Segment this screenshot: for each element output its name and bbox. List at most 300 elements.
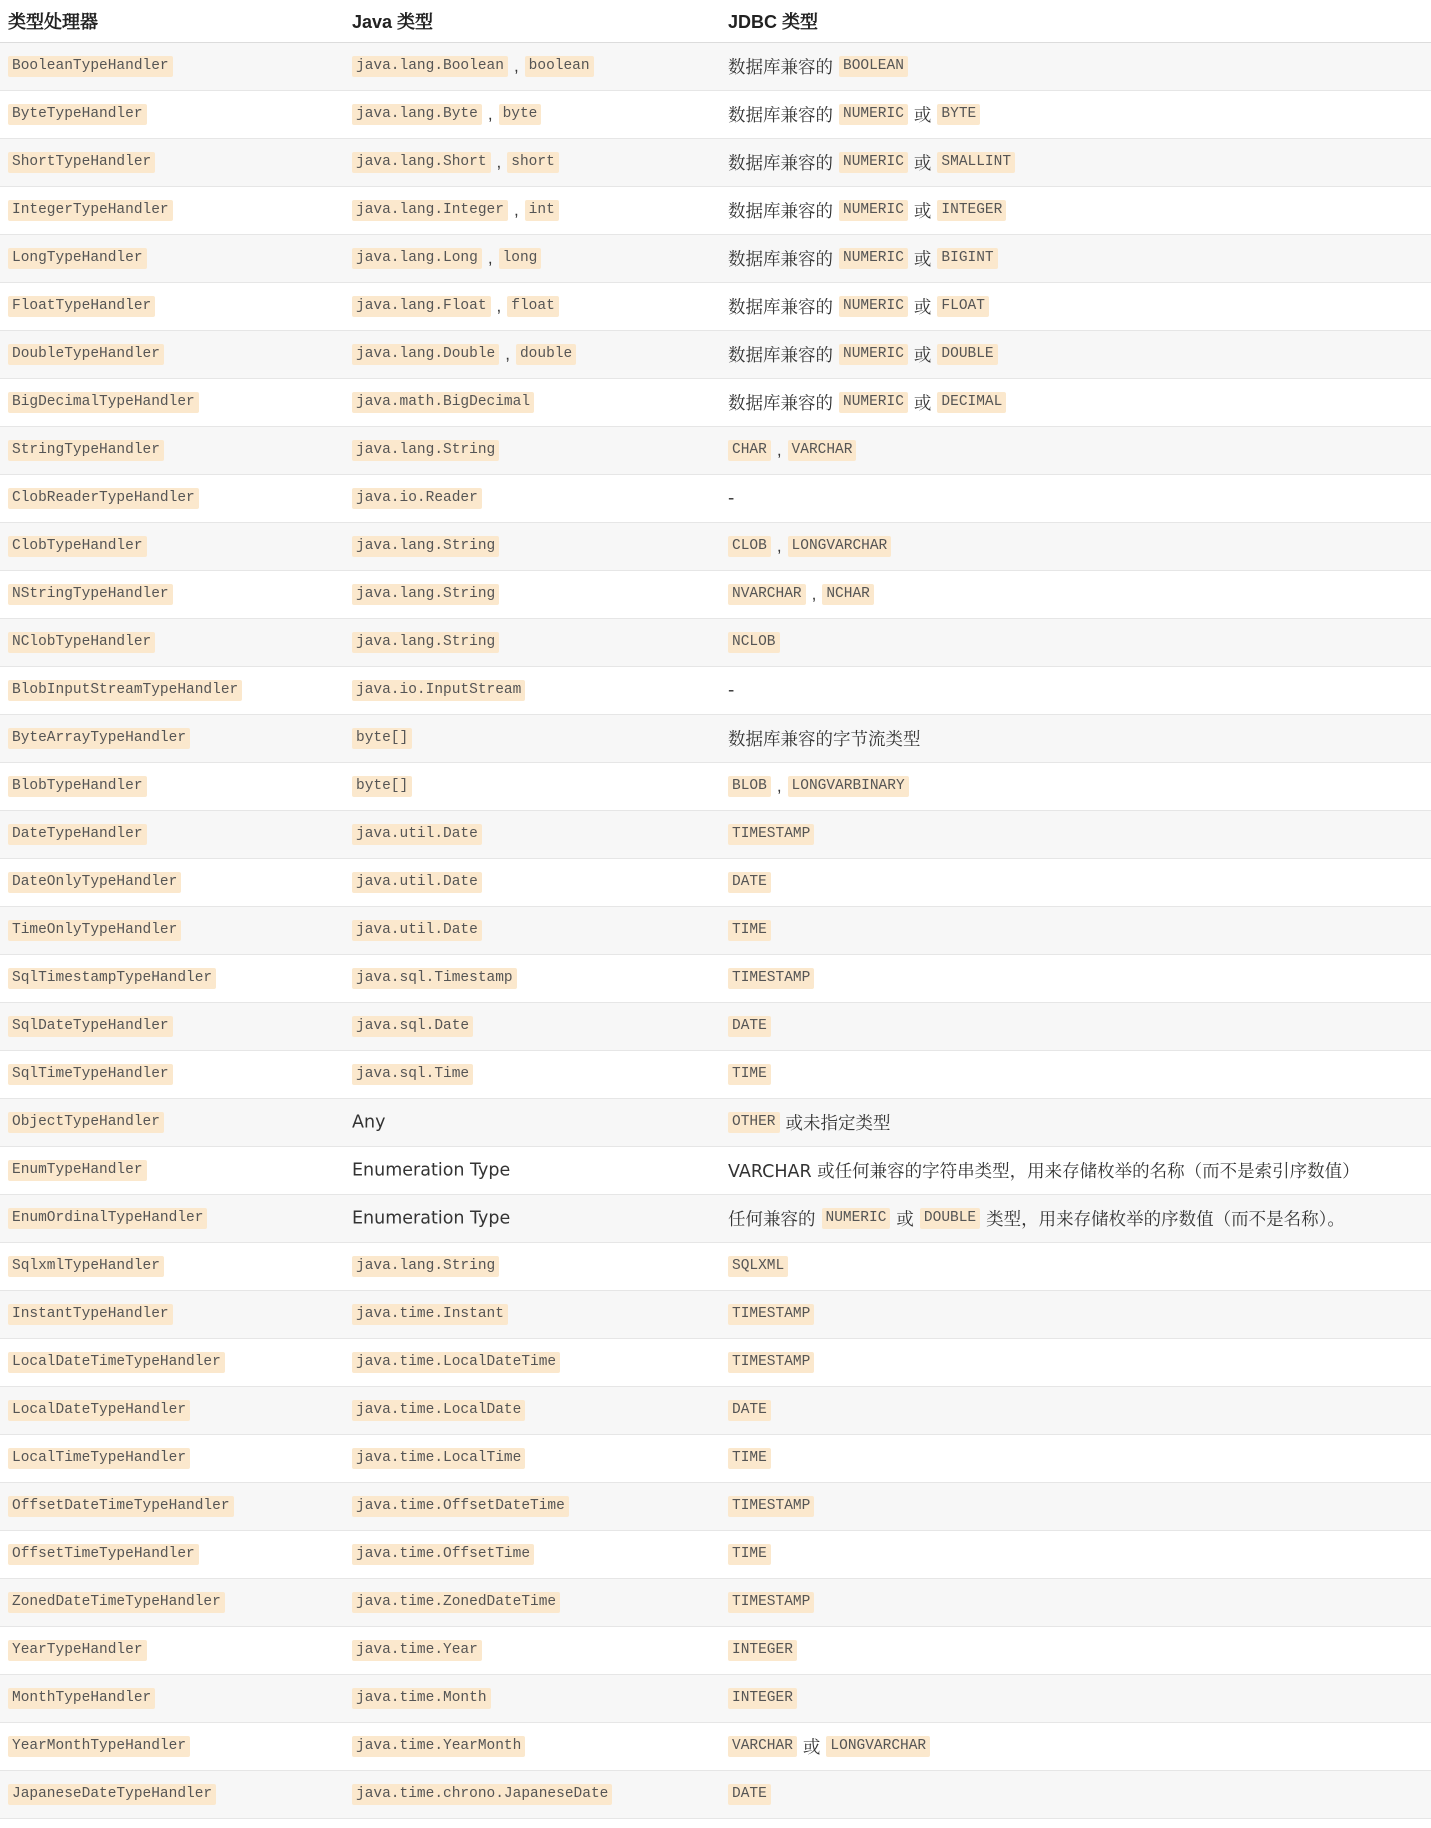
jdbc-type-cell [720,1050,1431,1098]
handler-name-code: OffsetDateTimeTypeHandler [8,1496,234,1517]
jdbc-type-cell [720,1722,1431,1770]
handler-name-code: YearTypeHandler [8,1640,147,1661]
table-row [0,1770,1431,1818]
separator-comma: , [776,536,782,556]
table-row [0,90,1431,138]
handler-cell [0,906,344,954]
table-row [0,954,1431,1002]
handler-name-code: BlobTypeHandler [8,776,147,797]
java-type-code: byte[] [352,776,412,797]
jdbc-type-cell [720,858,1431,906]
table-row [0,186,1431,234]
java-type-code: java.time.LocalTime [352,1448,525,1469]
java-type-cell [344,1290,720,1338]
jdbc-type-text: 或未指定类型 [785,1113,891,1134]
java-type-code: java.math.BigDecimal [352,392,534,413]
jdbc-type-code: VARCHAR [728,1736,797,1757]
handler-cell [0,1578,344,1626]
jdbc-type-code: TIMESTAMP [728,1592,814,1613]
java-type-code: byte [499,104,542,125]
jdbc-type-code: DOUBLE [920,1208,980,1229]
java-type-text: Any [352,1112,386,1133]
separator-comma: , [487,104,493,124]
handler-name-code: OffsetTimeTypeHandler [8,1544,199,1565]
handler-cell [0,234,344,282]
java-type-code: java.sql.Date [352,1016,473,1037]
jdbc-type-code: DECIMAL [937,392,1006,413]
table-row [0,138,1431,186]
jdbc-type-text: 类型，用来存储枚举的序数值（而不是名称）。 [986,1209,1345,1230]
jdbc-type-cell [720,762,1431,810]
table-header [0,0,1431,42]
handler-name-code: LocalDateTypeHandler [8,1400,190,1421]
jdbc-type-code: LONGVARCHAR [788,536,892,557]
jdbc-type-cell [720,1770,1431,1818]
handler-cell [0,1482,344,1530]
java-type-code: java.lang.String [352,440,499,461]
java-type-cell [344,1482,720,1530]
table-row [0,666,1431,714]
java-type-code: short [507,152,559,173]
jdbc-type-code: NUMERIC [822,1208,891,1229]
jdbc-type-cell [720,1194,1431,1242]
jdbc-type-code: TIMESTAMP [728,968,814,989]
table-row [0,522,1431,570]
jdbc-type-code: DATE [728,872,771,893]
table-row [0,42,1431,90]
java-type-code: int [525,200,559,221]
java-type-code: float [507,296,559,317]
handler-cell [0,42,344,90]
jdbc-type-text: - [728,680,735,701]
separator-comma: , [513,200,519,220]
separator-comma: , [776,776,782,796]
java-type-cell [344,1002,720,1050]
table-row [0,1386,1431,1434]
jdbc-type-code: LONGVARBINARY [788,776,909,797]
handler-cell [0,474,344,522]
table-row [0,1146,1431,1194]
handler-cell [0,1626,344,1674]
jdbc-type-cell [720,810,1431,858]
handler-cell [0,810,344,858]
java-type-code: java.lang.String [352,584,499,605]
handler-name-code: SqlTimeTypeHandler [8,1064,173,1085]
java-type-cell [344,1386,720,1434]
handler-name-code: ByteTypeHandler [8,104,147,125]
java-type-code: java.sql.Time [352,1064,473,1085]
jdbc-type-text: - [728,488,735,509]
java-type-code: boolean [525,56,594,77]
java-type-cell [344,1674,720,1722]
java-type-cell [344,234,720,282]
table-row [0,1242,1431,1290]
java-type-cell [344,522,720,570]
handler-name-code: TimeOnlyTypeHandler [8,920,181,941]
jdbc-type-cell [720,1290,1431,1338]
jdbc-type-code: BIGINT [937,248,997,269]
jdbc-type-text: VARCHAR 或任何兼容的字符串类型，用来存储枚举的名称（而不是索引序数值） [728,1161,1360,1182]
jdbc-type-text: 数据库兼容的 [728,297,833,318]
table-row [0,906,1431,954]
column-header-jdbc-type: JDBC 类型 [720,0,1431,42]
jdbc-type-code: TIMESTAMP [728,1496,814,1517]
java-type-cell [344,1434,720,1482]
java-type-code: java.time.OffsetTime [352,1544,534,1565]
table-header-row [0,0,1431,42]
jdbc-type-code: BOOLEAN [839,56,908,77]
jdbc-type-cell [720,1434,1431,1482]
java-type-text: Enumeration Type [352,1208,511,1229]
separator-comma: , [487,248,493,268]
handler-cell [0,522,344,570]
jdbc-type-text: 数据库兼容的字节流类型 [728,729,921,750]
column-header-handler: 类型处理器 [0,0,344,42]
jdbc-type-text: 或 [913,153,932,174]
handler-name-code: DateTypeHandler [8,824,147,845]
jdbc-type-code: SQLXML [728,1256,788,1277]
table-row [0,474,1431,522]
java-type-code: java.lang.Double [352,344,499,365]
jdbc-type-text: 数据库兼容的 [728,249,833,270]
jdbc-type-cell [720,426,1431,474]
java-type-cell [344,186,720,234]
java-type-code: java.lang.Short [352,152,491,173]
handler-cell [0,426,344,474]
jdbc-type-cell [720,42,1431,90]
jdbc-type-code: NUMERIC [839,152,908,173]
java-type-code: java.lang.String [352,536,499,557]
jdbc-type-code: NVARCHAR [728,584,806,605]
handler-cell [0,666,344,714]
java-type-code: java.time.YearMonth [352,1736,525,1757]
java-type-cell [344,570,720,618]
java-type-cell [344,1722,720,1770]
handler-cell [0,1674,344,1722]
jdbc-type-cell [720,906,1431,954]
jdbc-type-cell [720,90,1431,138]
jdbc-type-cell [720,378,1431,426]
java-type-cell [344,330,720,378]
java-type-code: java.lang.Long [352,248,482,269]
jdbc-type-cell [720,330,1431,378]
table-row [0,1482,1431,1530]
handler-cell [0,1050,344,1098]
jdbc-type-cell [720,1530,1431,1578]
table-row [0,234,1431,282]
handler-cell [0,1146,344,1194]
java-type-cell [344,1530,720,1578]
jdbc-type-cell [720,954,1431,1002]
handler-cell [0,858,344,906]
table-row [0,330,1431,378]
jdbc-type-text: 或 [802,1737,821,1758]
java-type-cell [344,810,720,858]
jdbc-type-code: INTEGER [728,1640,797,1661]
handler-name-code: ShortTypeHandler [8,152,155,173]
handler-name-code: BigDecimalTypeHandler [8,392,199,413]
java-type-cell [344,906,720,954]
table-row [0,1578,1431,1626]
handler-cell [0,1290,344,1338]
handler-cell [0,1722,344,1770]
jdbc-type-code: TIME [728,1544,771,1565]
jdbc-type-cell [720,714,1431,762]
java-type-cell [344,954,720,1002]
jdbc-type-code: BYTE [937,104,980,125]
jdbc-type-code: TIMESTAMP [728,1352,814,1373]
java-type-code: java.time.chrono.JapaneseDate [352,1784,612,1805]
table-row [0,1434,1431,1482]
jdbc-type-code: DATE [728,1016,771,1037]
java-type-cell [344,1146,720,1194]
jdbc-type-code: NUMERIC [839,248,908,269]
table-row [0,1098,1431,1146]
handler-cell [0,378,344,426]
jdbc-type-text: 数据库兼容的 [728,153,833,174]
jdbc-type-text: 或 [913,345,932,366]
handler-name-code: DoubleTypeHandler [8,344,164,365]
jdbc-type-cell [720,618,1431,666]
jdbc-type-text: 或 [913,105,932,126]
jdbc-type-code: SMALLINT [937,152,1015,173]
jdbc-type-cell [720,1626,1431,1674]
handler-name-code: ByteArrayTypeHandler [8,728,190,749]
jdbc-type-cell [720,1098,1431,1146]
jdbc-type-code: CHAR [728,440,771,461]
java-type-text: Enumeration Type [352,1160,511,1181]
handler-name-code: InstantTypeHandler [8,1304,173,1325]
java-type-code: java.time.ZonedDateTime [352,1592,560,1613]
java-type-code: java.util.Date [352,824,482,845]
jdbc-type-text: 或 [913,201,932,222]
separator-comma: , [505,344,510,364]
jdbc-type-code: NCLOB [728,632,780,653]
handler-cell [0,1098,344,1146]
jdbc-type-code: FLOAT [937,296,989,317]
jdbc-type-code: LONGVARCHAR [826,1736,930,1757]
handler-name-code: LongTypeHandler [8,248,147,269]
handler-cell [0,954,344,1002]
jdbc-type-code: DOUBLE [937,344,997,365]
table-row [0,570,1431,618]
handler-cell [0,138,344,186]
jdbc-type-cell [720,282,1431,330]
handler-name-code: EnumOrdinalTypeHandler [8,1208,207,1229]
jdbc-type-cell [720,570,1431,618]
java-type-cell [344,618,720,666]
handler-name-code: DateOnlyTypeHandler [8,872,181,893]
jdbc-type-cell [720,1674,1431,1722]
jdbc-type-code: CLOB [728,536,771,557]
jdbc-type-cell [720,1146,1431,1194]
handler-name-code: LocalDateTimeTypeHandler [8,1352,225,1373]
java-type-cell [344,426,720,474]
java-type-cell [344,714,720,762]
java-type-code: java.lang.Float [352,296,491,317]
jdbc-type-text: 或 [913,249,932,270]
java-type-code: java.io.InputStream [352,680,525,701]
jdbc-type-cell [720,186,1431,234]
java-type-cell [344,666,720,714]
jdbc-type-cell [720,1242,1431,1290]
java-type-code: java.io.Reader [352,488,482,509]
java-type-code: java.sql.Timestamp [352,968,517,989]
table-row [0,1674,1431,1722]
jdbc-type-cell [720,474,1431,522]
handler-name-code: JapaneseDateTypeHandler [8,1784,216,1805]
java-type-cell [344,1338,720,1386]
java-type-cell [344,378,720,426]
jdbc-type-cell [720,234,1431,282]
java-type-cell [344,1098,720,1146]
handler-cell [0,570,344,618]
java-type-cell [344,1770,720,1818]
jdbc-type-cell [720,666,1431,714]
table-row [0,858,1431,906]
jdbc-type-cell [720,1338,1431,1386]
handler-name-code: SqlDateTypeHandler [8,1016,173,1037]
jdbc-type-code: NUMERIC [839,200,908,221]
handler-cell [0,1386,344,1434]
handler-cell [0,1338,344,1386]
handler-cell [0,1530,344,1578]
handler-name-code: BooleanTypeHandler [8,56,173,77]
table-body [0,42,1431,1818]
jdbc-type-code: DATE [728,1784,771,1805]
handler-cell [0,330,344,378]
handler-cell [0,282,344,330]
handler-cell [0,90,344,138]
java-type-cell [344,138,720,186]
table-row [0,1338,1431,1386]
java-type-cell [344,1194,720,1242]
handler-name-code: IntegerTypeHandler [8,200,173,221]
handler-name-code: EnumTypeHandler [8,1160,147,1181]
java-type-cell [344,282,720,330]
handler-cell [0,714,344,762]
jdbc-type-cell [720,522,1431,570]
handler-cell [0,618,344,666]
jdbc-type-code: TIME [728,1064,771,1085]
jdbc-type-code: NCHAR [822,584,874,605]
jdbc-type-code: NUMERIC [839,392,908,413]
jdbc-type-text: 数据库兼容的 [728,201,833,222]
handler-name-code: ClobTypeHandler [8,536,147,557]
java-type-cell [344,1626,720,1674]
jdbc-type-code: BLOB [728,776,771,797]
handler-cell [0,1770,344,1818]
table-row [0,1626,1431,1674]
jdbc-type-cell [720,1578,1431,1626]
handler-cell [0,186,344,234]
table-row [0,426,1431,474]
handler-name-code: ZonedDateTimeTypeHandler [8,1592,225,1613]
java-type-code: java.time.Month [352,1688,491,1709]
handler-name-code: ClobReaderTypeHandler [8,488,199,509]
jdbc-type-code: INTEGER [937,200,1006,221]
column-header-java-type: Java 类型 [344,0,720,42]
jdbc-type-cell [720,1002,1431,1050]
java-type-code: java.time.OffsetDateTime [352,1496,569,1517]
java-type-code: java.lang.String [352,632,499,653]
separator-comma: , [496,296,502,316]
handler-name-code: NStringTypeHandler [8,584,173,605]
jdbc-type-text: 数据库兼容的 [728,105,833,126]
jdbc-type-cell [720,1386,1431,1434]
table-row [0,378,1431,426]
java-type-cell [344,1050,720,1098]
table-row [0,282,1431,330]
jdbc-type-text: 任何兼容的 [728,1209,816,1230]
handler-cell [0,1242,344,1290]
java-type-cell [344,474,720,522]
separator-comma: , [776,440,782,460]
jdbc-type-text: 数据库兼容的 [728,57,833,78]
table-row [0,810,1431,858]
handler-name-code: StringTypeHandler [8,440,164,461]
java-type-code: java.time.LocalDateTime [352,1352,560,1373]
table-row [0,1002,1431,1050]
jdbc-type-cell [720,138,1431,186]
jdbc-type-code: TIME [728,1448,771,1469]
java-type-code: java.time.Instant [352,1304,508,1325]
java-type-code: java.lang.String [352,1256,499,1277]
java-type-cell [344,858,720,906]
jdbc-type-text: 或 [896,1209,914,1230]
jdbc-type-code: OTHER [728,1112,780,1133]
handler-name-code: SqlTimestampTypeHandler [8,968,216,989]
table-row [0,1530,1431,1578]
java-type-code: java.lang.Boolean [352,56,508,77]
table-row [0,618,1431,666]
jdbc-type-code: TIMESTAMP [728,824,814,845]
handler-name-code: FloatTypeHandler [8,296,155,317]
table-row [0,1050,1431,1098]
jdbc-type-text: 或 [913,297,932,318]
java-type-cell [344,1578,720,1626]
table-row [0,1290,1431,1338]
handler-name-code: MonthTypeHandler [8,1688,155,1709]
java-type-code: java.lang.Integer [352,200,508,221]
java-type-code: java.lang.Byte [352,104,482,125]
jdbc-type-code: INTEGER [728,1688,797,1709]
table-row [0,1722,1431,1770]
java-type-code: java.time.Year [352,1640,482,1661]
separator-comma: , [811,584,817,604]
jdbc-type-text: 数据库兼容的 [728,345,833,366]
jdbc-type-cell [720,1482,1431,1530]
java-type-cell [344,90,720,138]
handler-cell [0,1434,344,1482]
java-type-cell [344,42,720,90]
separator-comma: , [496,152,502,172]
handler-cell [0,1194,344,1242]
jdbc-type-code: VARCHAR [788,440,857,461]
java-type-code: byte[] [352,728,412,749]
java-type-cell [344,762,720,810]
separator-comma: , [513,56,519,76]
java-type-code: long [499,248,542,269]
handler-name-code: SqlxmlTypeHandler [8,1256,164,1277]
java-type-code: java.time.LocalDate [352,1400,525,1421]
jdbc-type-code: NUMERIC [839,296,908,317]
handler-name-code: ObjectTypeHandler [8,1112,164,1133]
java-type-code: java.util.Date [352,920,482,941]
jdbc-type-text: 数据库兼容的 [728,393,833,414]
java-type-cell [344,1242,720,1290]
handler-cell [0,762,344,810]
